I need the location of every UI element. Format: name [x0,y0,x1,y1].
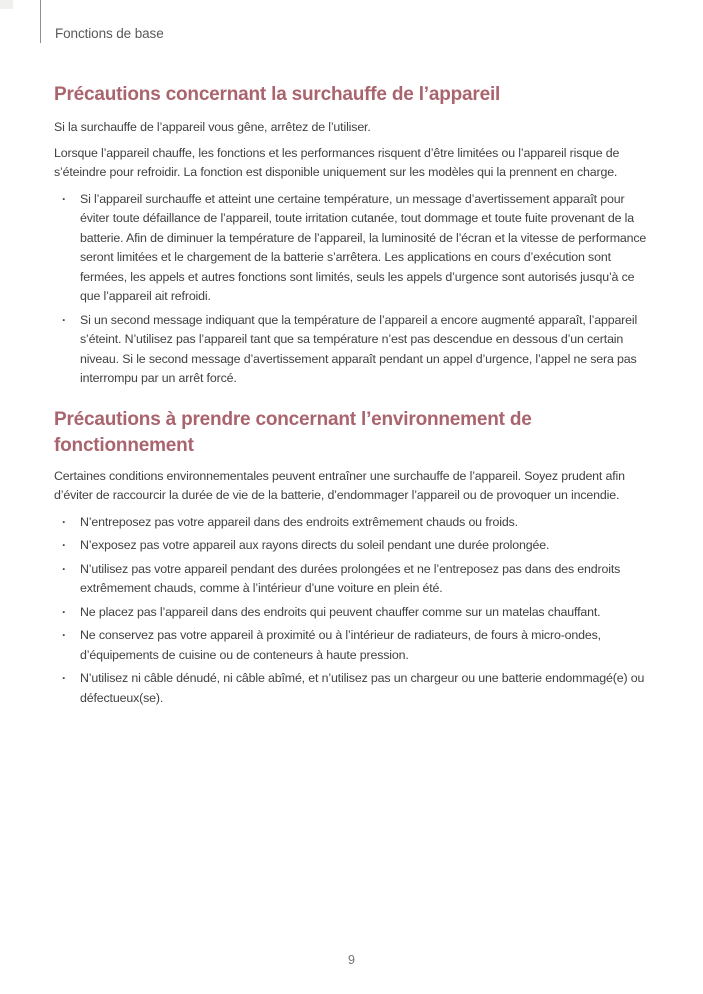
running-header-label: Fonctions de base [55,26,164,41]
list-item [54,603,652,623]
bullet-marker: · [62,671,66,685]
bullet-marker: · [62,538,66,552]
bullet-marker: · [62,312,66,327]
list-item-text: N’exposez pas votre appareil aux rayons directs du soleil pendant une durée prolongée. [80,538,550,552]
list-item [54,311,652,389]
section-title-overheat: Précautions concernant la surchauffe de l’appareil [54,84,501,105]
paragraph-overheat-detail: Lorsque l’appareil chauffe, les fonctions et les performances risquent d’être limitées ou l’appareil risque de s’éteindre pour refroidir. La fonction est disponible uniquement sur les modèles qui la prennent en charge. [54,145,620,179]
list-item-text: N’entreposez pas votre appareil dans des endroits extrêmement chauds ou froids. [80,514,518,529]
bullet-list-overheat [54,190,652,389]
list-item [54,190,652,307]
bullet-marker: · [62,561,66,576]
header-rule [40,0,41,43]
page-content [54,0,652,712]
scan-artifact [0,0,13,9]
bullet-marker: · [62,514,66,529]
list-item-text: N’utilisez pas votre appareil pendant des durées prolongées et ne l’entreposez pas dans des endroits extrêmement chauds, comme à l’intérieur d’une voiture en plein été. [80,561,621,595]
section-title-environment: Précautions à prendre concernant l’environnement de fonctionnement [54,408,532,456]
list-item [54,560,652,599]
bullet-list-environment [54,513,652,709]
list-item-text: Si un second message indiquant que la température de l’appareil a encore augmenté apparaît, l’appareil s’éteint. N’utilisez pas l’appareil tant que sa température n’est pas descendue en dessous d’un certain niveau. Si le second message d’avertissement apparaît pendant un appel d’urgence, l’appel ne sera pas interrompu par un arrêt forcé. [80,312,638,385]
list-item-text: Ne conservez pas votre appareil à proximité ou à l’intérieur de radiateurs, de fours à micro-ondes, d’équipements de cuisine ou de conteneurs à haute pression. [80,628,601,662]
list-item [54,536,652,556]
list-item-text: Ne placez pas l’appareil dans des endroits qui peuvent chauffer comme sur un matelas chauffant. [80,604,601,619]
list-item [54,626,652,665]
list-item [54,669,652,708]
bullet-marker: · [62,191,66,206]
bullet-marker: · [62,604,66,619]
paragraph-overheat-intro: Si la surchauffe de l’appareil vous gêne, arrêtez de l’utiliser. [54,120,371,134]
list-item [54,513,652,533]
bullet-marker: · [62,628,66,642]
paragraph-environment-intro: Certaines conditions environnementales peuvent entraîner une surchauffe de l’appareil. Soyez prudent afin d’éviter de raccourcir la durée de vie de la batterie, d’endommager l’appareil ou de provoquer un incendie. [54,468,625,502]
page-number: 9 [348,953,355,967]
list-item-text: Si l’appareil surchauffe et atteint une certaine température, un message d’avertissement apparaît pour éviter toute défaillance de l’appareil, toute irritation cutanée, tout dommage et toute fuite provenant de la batterie. Afin de diminuer la température de l’appareil, la luminosité de l’écran et la vitesse de performance seront limitées et le chargement de la batterie s’arrêtera. Les applications en cours d’exécution sont fermées, les appels et autres fonctions sont limités, seuls les appels d’urgence sont autorisés jusqu’à ce que l’appareil ait refroidi. [80,191,647,303]
list-item-text: N’utilisez ni câble dénudé, ni câble abîmé, et n’utilisez pas un chargeur ou une batterie endommagé(e) ou défectueux(se). [80,671,645,705]
